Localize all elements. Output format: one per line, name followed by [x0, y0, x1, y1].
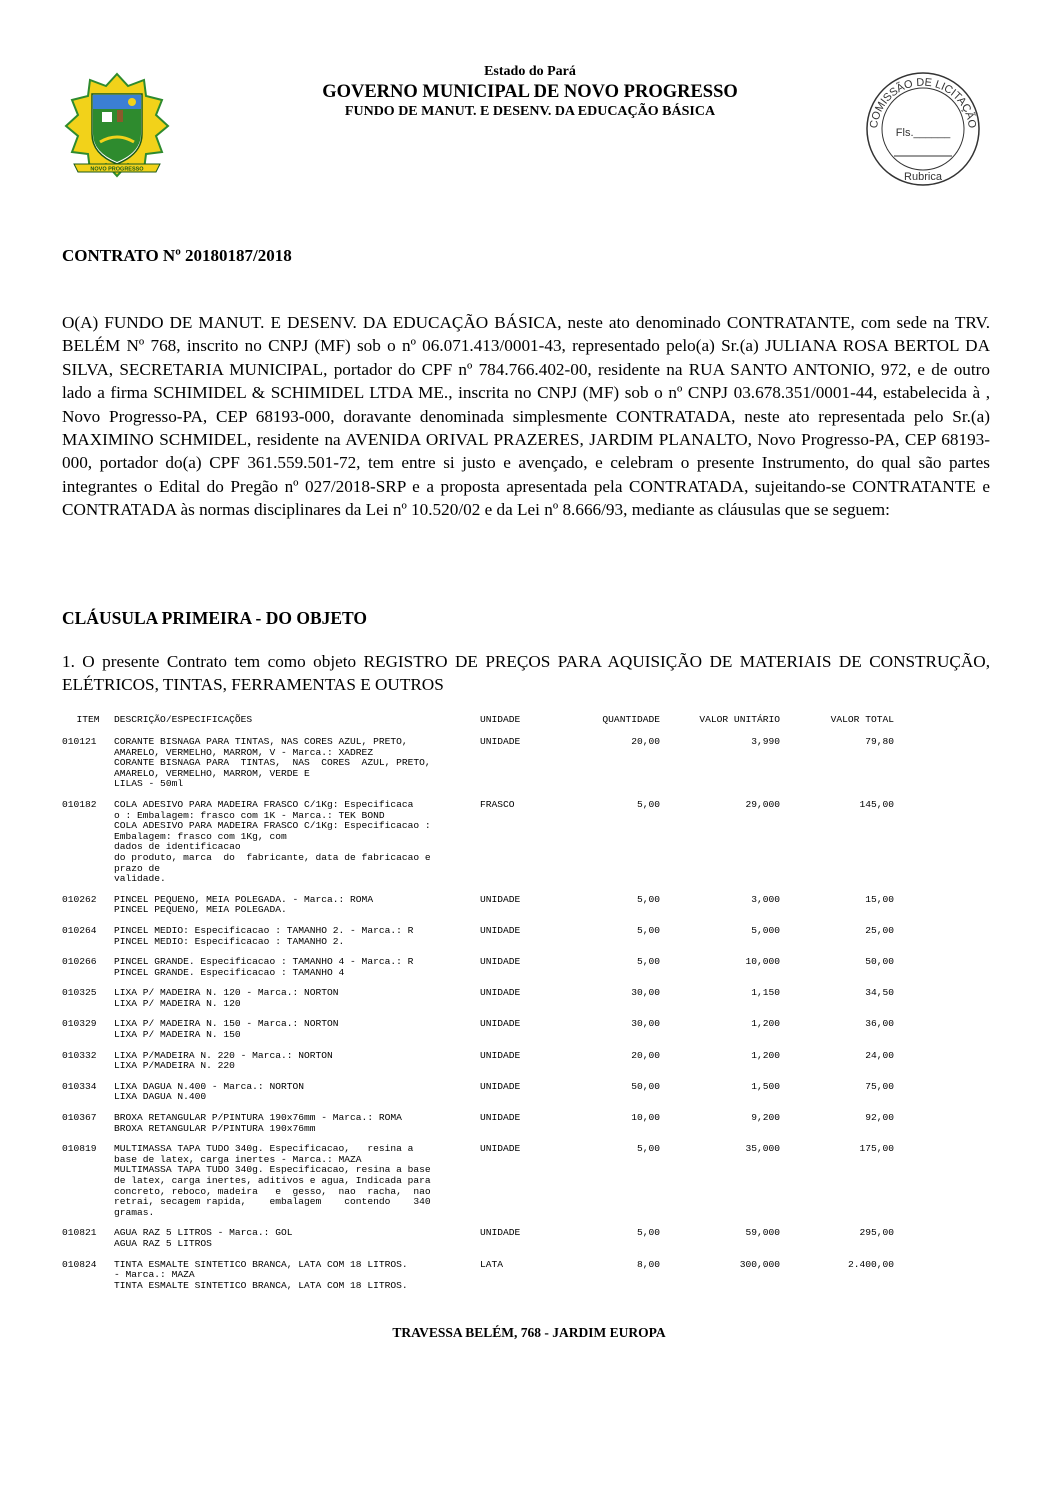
- cell-quantity: 30,00: [631, 987, 660, 999]
- cell-total-value: 175,00: [859, 1143, 894, 1155]
- table-row: [62, 1082, 942, 1103]
- cell-quantity: 10,00: [631, 1112, 660, 1124]
- page-footer: TRAVESSA BELÉM, 768 - JARDIM EUROPA: [392, 1325, 666, 1340]
- clause-title: CLÁUSULA PRIMEIRA - DO OBJETO: [62, 608, 368, 628]
- table-row: [62, 988, 942, 1009]
- table-row: [62, 957, 942, 978]
- stamp-field-label: Fls.______: [895, 127, 951, 139]
- cell-total-value: 75,00: [865, 1080, 894, 1092]
- cell-unit: UNIDADE: [480, 893, 521, 905]
- cell-unit-value: 9,200: [751, 1112, 780, 1124]
- table-body: [62, 737, 942, 1291]
- cell-quantity: 5,00: [636, 1227, 660, 1239]
- cell-unit-value: 10,000: [745, 956, 780, 968]
- cell-unit: UNIDADE: [480, 987, 521, 999]
- cell-total-value: 25,00: [865, 924, 894, 936]
- cell-total-value: 2.400,00: [847, 1258, 894, 1270]
- cell-unit-value: 5,000: [751, 924, 780, 936]
- cell-item: 010264: [62, 924, 97, 936]
- cell-quantity: 5,00: [636, 924, 660, 936]
- cell-unit: FRASCO: [480, 798, 515, 810]
- header-unit: UNIDADE: [480, 714, 521, 725]
- cell-total-value: 50,00: [865, 956, 894, 968]
- municipal-crest-logo: [62, 72, 172, 180]
- cell-description: TINTA ESMALTE SINTETICO BRANCA, LATA COM 18 LITROS. - Marca.: MAZA TINTA ESMALTE SINTETICO BRANCA, LATA COM 18 LITROS.: [114, 1258, 408, 1291]
- cell-unit: UNIDADE: [480, 1112, 521, 1124]
- cell-quantity: 20,00: [631, 1049, 660, 1061]
- cell-item: 010367: [62, 1112, 97, 1124]
- header-description: DESCRIÇÃO/ESPECIFICAÇÕES: [114, 714, 253, 725]
- cell-unit: UNIDADE: [480, 736, 521, 747]
- cell-unit-value: 1,500: [751, 1080, 780, 1092]
- cell-quantity: 5,00: [636, 956, 660, 968]
- cell-unit-value: 1,200: [751, 1049, 780, 1061]
- cell-description: LIXA DAGUA N.400 - Marca.: NORTON LIXA DAGUA N.400: [114, 1080, 304, 1103]
- intro-paragraph: O(A) FUNDO DE MANUT. E DESENV. DA EDUCAÇÃO BÁSICA, neste ato denominado CONTRATANTE, com sede na TRV. BELÉM Nº 768, inscrito no CNPJ (MF) sob o nº 06.071.413/0001-43, representado pelo(a) Sr.(a) JULIANA ROSA BERTOL DA SILVA, SECRETARIA MUNICIPAL, portador do CPF nº 784.766.402-00, residente na RUA SANTO ANTONIO, 972, e de outro lado a firma SCHIMIDEL & SCHIMIDEL LTDA ME., inscrita no CNPJ (MF) sob o nº CNPJ 03.678.351/0001-44, estabelecida à , Novo Progresso-PA, CEP 68193-000, doravante denominada simplesmente CONTRATADA, neste ato representada pelo Sr.(a) MAXIMINO SCHMIDEL, residente na AVENIDA ORIVAL PRAZERES, JARDIM PLANALTO, Novo Progresso-PA, CEP 68193-000, portador do(a) CPF 361.559.501-72, tem entre si justo e avençado, e celebram o presente Instrumento, do qual são partes integrantes o Edital do Pregão nº 027/2018-SRP e a proposta apresentada pela CONTRATADA, sujeitando-se CONTRATANTE e CONTRATADA às normas disciplinares da Lei nº 10.520/02 e da Lei nº 8.666/93, mediante as cláusulas que se seguem:: [62, 313, 990, 520]
- cell-description: LIXA P/ MADEIRA N. 150 - Marca.: NORTON LIXA P/ MADEIRA N. 150: [114, 1018, 339, 1041]
- cell-unit: UNIDADE: [480, 1049, 521, 1061]
- fund-name: FUNDO DE MANUT. E DESENV. DA EDUCAÇÃO BÁSICA: [344, 104, 716, 119]
- table-row: [62, 1228, 942, 1249]
- cell-total-value: 36,00: [865, 1018, 894, 1030]
- header-item: ITEM: [76, 714, 100, 725]
- cell-item: 010121: [62, 736, 97, 747]
- cell-unit: LATA: [480, 1258, 504, 1270]
- cell-unit-value: 1,200: [751, 1018, 780, 1030]
- cell-unit: UNIDADE: [480, 1143, 521, 1155]
- cell-quantity: 50,00: [631, 1080, 660, 1092]
- cell-item: 010182: [62, 798, 97, 810]
- cell-quantity: 20,00: [631, 736, 660, 747]
- table-header: [62, 715, 942, 737]
- letterhead-text: [250, 63, 810, 121]
- cell-total-value: 24,00: [865, 1049, 894, 1061]
- cell-item: 010332: [62, 1049, 97, 1061]
- cell-item: 010821: [62, 1227, 97, 1239]
- cell-description: MULTIMASSA TAPA TUDO 340g. Especificacao, resina a base de latex, carga inertes - Marca.: MAZA MULTIMASSA TAPA TUDO 340g. Especificacao, resina a base de latex, carga inertes, aditivos e agua, Indicada para concreto, reboco, madeira e gesso, nao racha, nao retrai, secagem rapida, embalagem contendo 340 gramas.: [114, 1143, 431, 1218]
- letterhead: [0, 60, 1058, 190]
- crest-ribbon-text: NOVO PROGRESSO: [90, 166, 144, 173]
- table-row: [62, 1019, 942, 1040]
- table-row: [62, 1260, 942, 1292]
- cell-unit-value: 1,150: [751, 987, 780, 999]
- licitation-commission-stamp: [864, 70, 982, 188]
- cell-quantity: 5,00: [636, 1143, 660, 1155]
- cell-item: 010325: [62, 987, 97, 999]
- cell-description: COLA ADESIVO PARA MADEIRA FRASCO C/1Kg: Especificaca o : Embalagem: frasco com 1K - Marca.: TEK BOND COLA ADESIVO PARA MADEIRA FRASCO C/1Kg: Especificacao : Embalagem: frasco com 1Kg, com dados de identificacao do produto, marca do fabricante, data de fabricacao e prazo de validade.: [114, 798, 431, 885]
- cell-unit-value: 59,000: [745, 1227, 780, 1239]
- cell-description: LIXA P/ MADEIRA N. 120 - Marca.: NORTON LIXA P/ MADEIRA N. 120: [114, 987, 339, 1009]
- object-paragraph: 1. O presente Contrato tem como objeto REGISTRO DE PREÇOS PARA AQUISIÇÃO DE MATERIAIS DE CONSTRUÇÃO, ELÉTRICOS, TINTAS, FERRAMENTAS E OUTROS: [62, 652, 990, 695]
- state-name: Estado do Pará: [484, 64, 576, 79]
- cell-total-value: 295,00: [859, 1227, 894, 1239]
- table-row: [62, 1113, 942, 1134]
- cell-description: PINCEL GRANDE. Especificacao : TAMANHO 4 - Marca.: R PINCEL GRANDE. Especificacao : TAMANHO 4: [114, 956, 414, 978]
- header-unit-value: VALOR UNITÁRIO: [699, 714, 780, 725]
- cell-unit-value: 29,000: [745, 798, 780, 810]
- cell-total-value: 15,00: [865, 893, 894, 905]
- table-row: [62, 926, 942, 947]
- contract-title: CONTRATO Nº 20180187/2018: [62, 246, 292, 265]
- cell-item: 010334: [62, 1080, 97, 1092]
- cell-description: LIXA P/MADEIRA N. 220 - Marca.: NORTON LIXA P/MADEIRA N. 220: [114, 1049, 333, 1072]
- cell-item: 010329: [62, 1018, 97, 1030]
- cell-item: 010819: [62, 1143, 97, 1155]
- cell-description: CORANTE BISNAGA PARA TINTAS, NAS CORES AZUL, PRETO, AMARELO, VERMELHO, MARROM, V - Marca.: XADREZ CORANTE BISNAGA PARA TINTAS, NAS CORES AZUL, PRETO, AMARELO, VERMELHO, MARROM, VERDE E LILAS - 50ml: [114, 736, 431, 790]
- cell-unit-value: 300,000: [739, 1258, 780, 1270]
- table-row: [62, 1051, 942, 1072]
- cell-unit: UNIDADE: [480, 1227, 521, 1239]
- cell-unit: UNIDADE: [480, 1018, 521, 1030]
- cell-quantity: 30,00: [631, 1018, 660, 1030]
- cell-unit: UNIDADE: [480, 924, 521, 936]
- cell-unit: UNIDADE: [480, 1080, 521, 1092]
- cell-item: 010824: [62, 1258, 97, 1270]
- cell-item: 010262: [62, 893, 97, 905]
- cell-quantity: 8,00: [636, 1258, 660, 1270]
- table-row: [62, 895, 942, 916]
- header-quantity: QUANTIDADE: [602, 714, 660, 725]
- cell-unit: UNIDADE: [480, 956, 521, 968]
- government-name: GOVERNO MUNICIPAL DE NOVO PROGRESSO: [322, 82, 738, 102]
- table-row: [62, 737, 942, 790]
- cell-unit-value: 35,000: [745, 1143, 780, 1155]
- cell-description: PINCEL MEDIO: Especificacao : TAMANHO 2. - Marca.: R PINCEL MEDIO: Especificacao : TAMANHO 2.: [114, 924, 414, 947]
- cell-item: 010266: [62, 956, 97, 968]
- cell-unit-value: 3,000: [751, 893, 780, 905]
- cell-quantity: 5,00: [636, 798, 660, 810]
- cell-description: AGUA RAZ 5 LITROS - Marca.: GOL AGUA RAZ 5 LITROS: [114, 1227, 293, 1249]
- cell-total-value: 79,80: [865, 736, 894, 747]
- cell-quantity: 5,00: [636, 893, 660, 905]
- header-total-value: VALOR TOTAL: [830, 714, 894, 725]
- cell-total-value: 34,50: [865, 987, 894, 999]
- stamp-bottom-label: Rubrica: [904, 171, 942, 183]
- stamp-ring-text: COMISSÃO DE LICITAÇÃO: [868, 76, 978, 130]
- items-table: [62, 715, 942, 1301]
- table-row: [62, 1144, 942, 1218]
- cell-description: BROXA RETANGULAR P/PINTURA 190x76mm - Marca.: ROMA BROXA RETANGULAR P/PINTURA 190x76mm: [114, 1112, 402, 1134]
- cell-description: PINCEL PEQUENO, MEIA POLEGADA. - Marca.: ROMA PINCEL PEQUENO, MEIA POLEGADA.: [114, 893, 374, 916]
- cell-total-value: 145,00: [859, 798, 894, 810]
- cell-total-value: 92,00: [865, 1112, 894, 1124]
- cell-unit-value: 3,990: [751, 736, 780, 747]
- table-row: [62, 800, 942, 885]
